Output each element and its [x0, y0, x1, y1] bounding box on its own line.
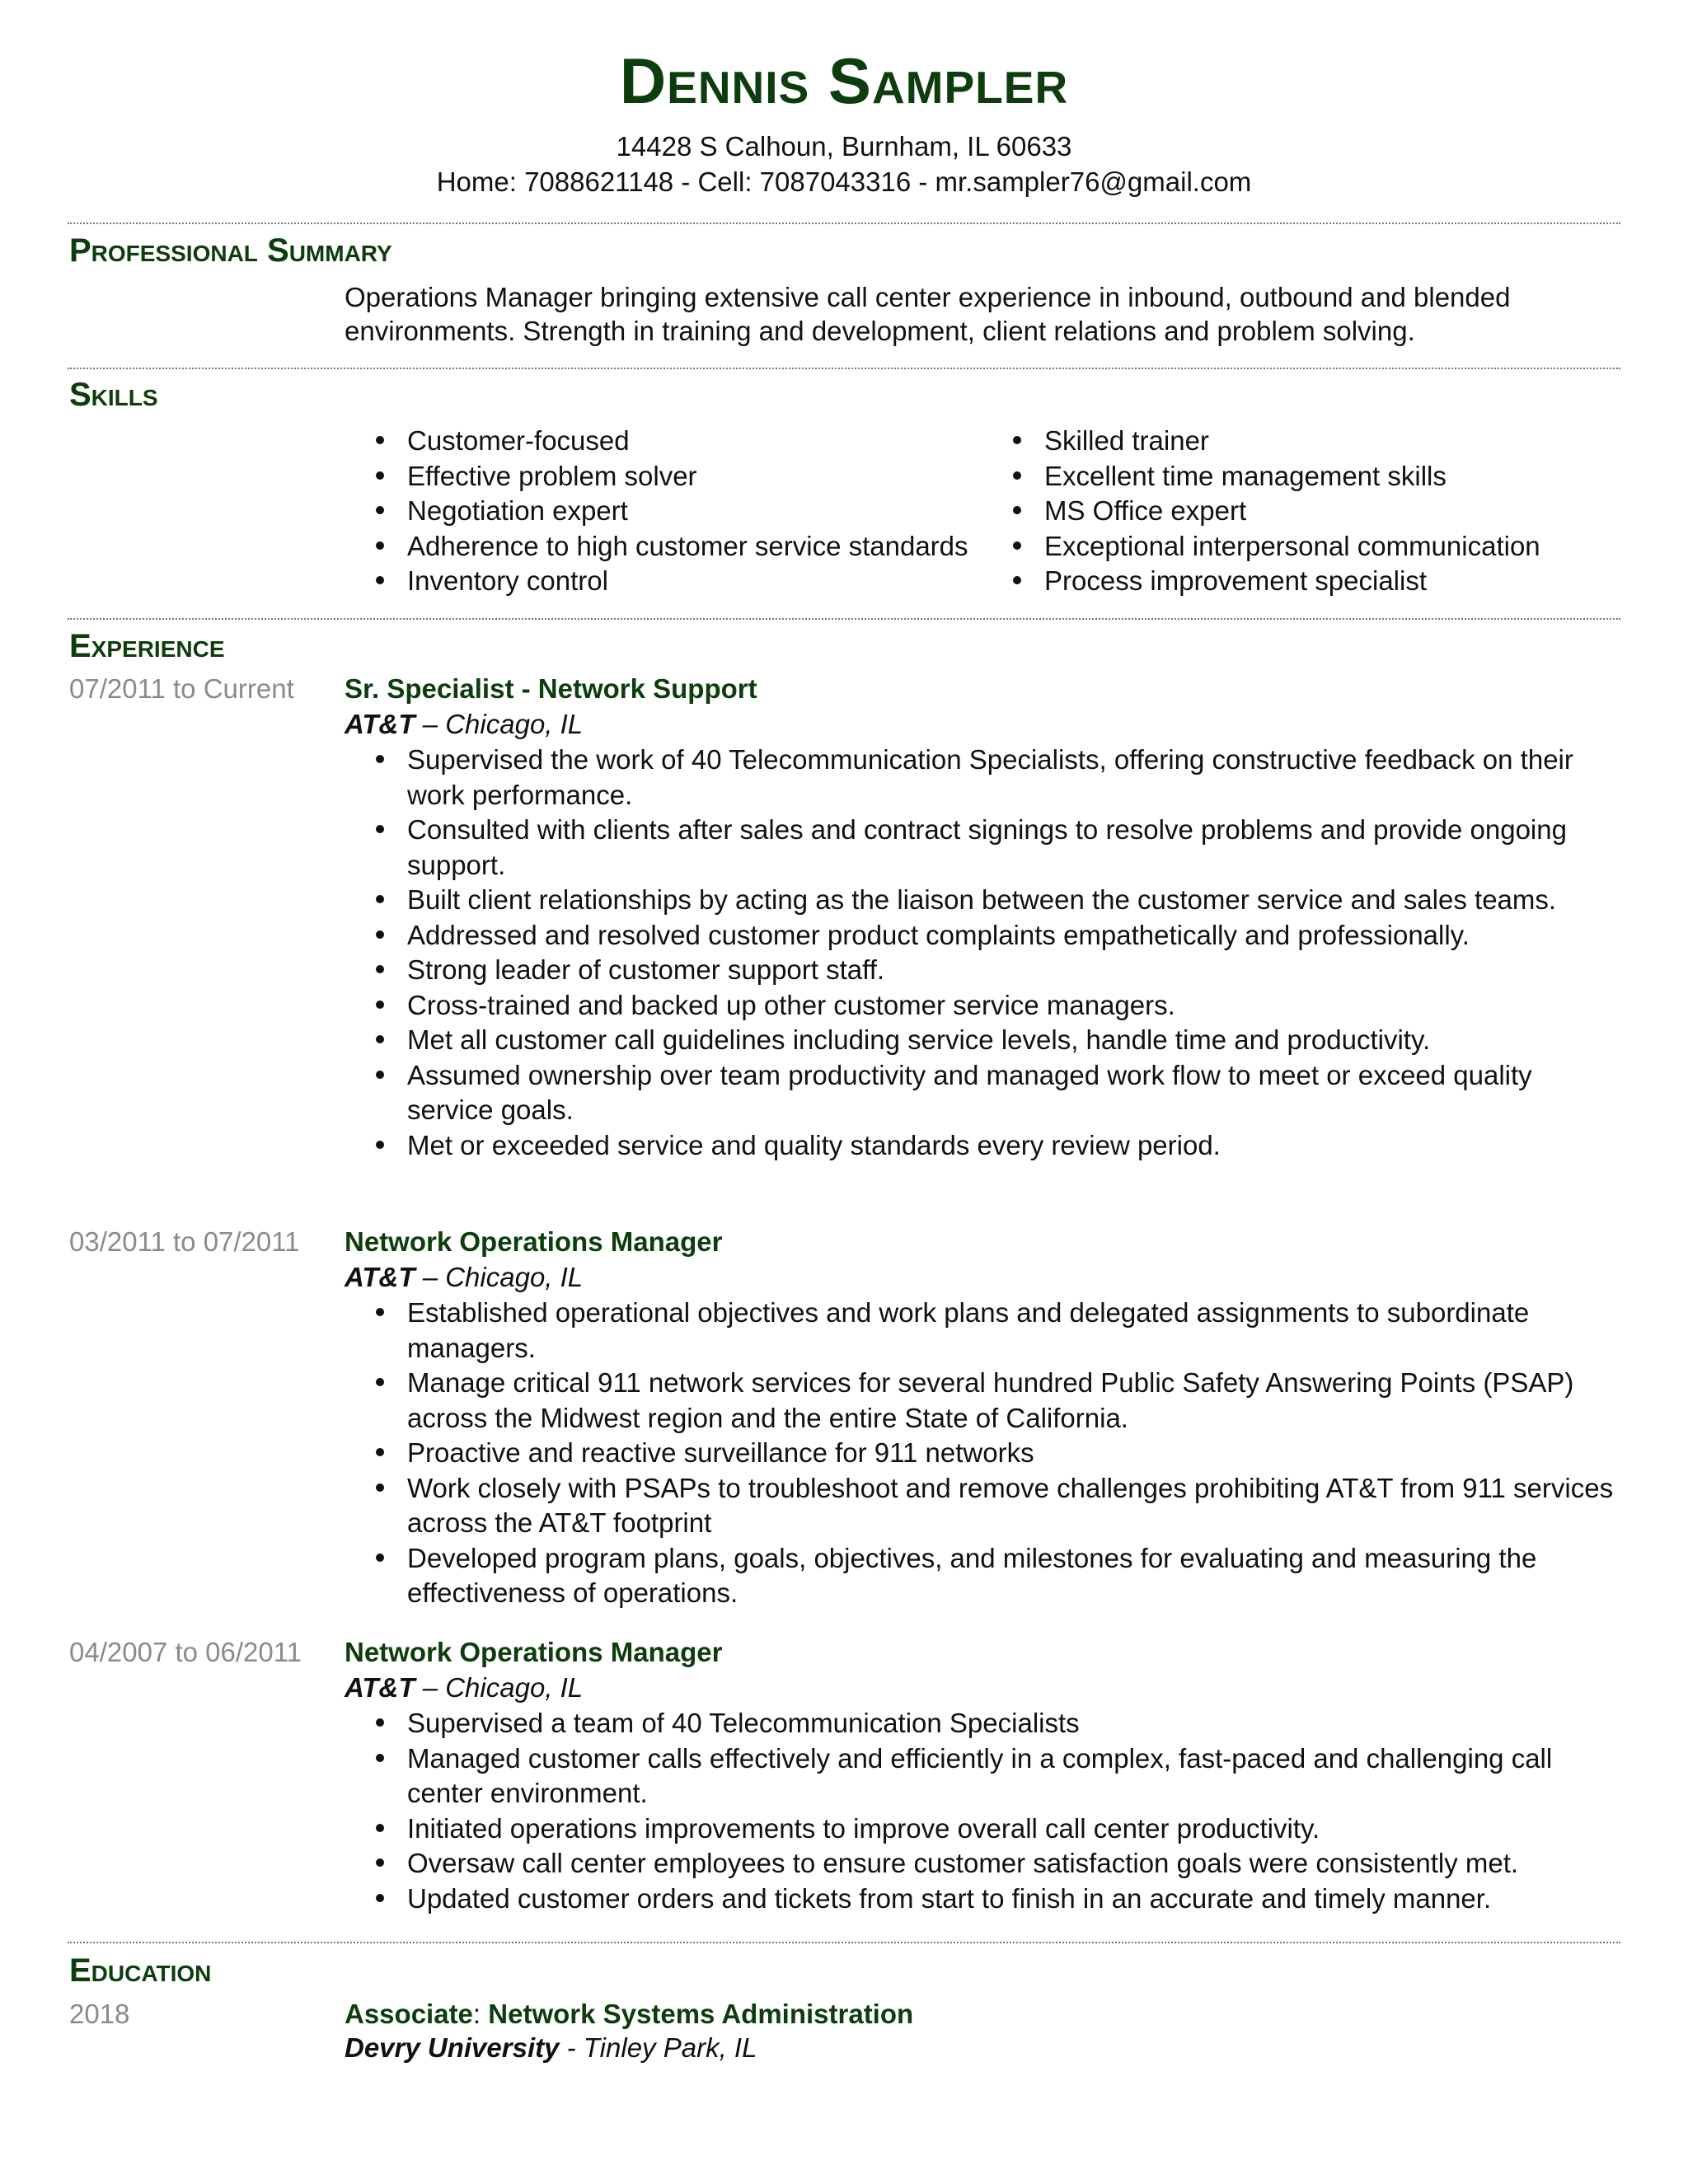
job-entry [345, 1225, 1620, 1611]
job-bullet: Consulted with clients after sales and contract signings to resolve problems and provide ongoing support. [345, 813, 1620, 883]
skills-left-column [345, 424, 968, 599]
experience-heading: Experience [69, 628, 225, 664]
summary-text: Operations Manager bringing extensive call center experience in inbound, outbound and blended environments. Strength in training and development, client relations and problem solving. [345, 282, 1511, 346]
job-entry [345, 1635, 1620, 1916]
job-employer [345, 1670, 1620, 1706]
address-line: 14428 S Calhoun, Burnham, IL 60633 [616, 131, 1072, 162]
skill-item: Negotiation expert [345, 494, 968, 529]
candidate-name: Dennis Sampler [619, 45, 1069, 117]
job-bullets [345, 1296, 1620, 1611]
school-location: - Tinley Park, IL [559, 2032, 757, 2063]
job-bullet: Met or exceeded service and quality standards every review period. [345, 1128, 1620, 1164]
job-bullet: Managed customer calls effectively and efficiently in a complex, fast-paced and challenging call center environment. [345, 1741, 1620, 1811]
skills-right-column [982, 424, 1540, 599]
contact-line: Home: 7088621148 - Cell: 7087043316 - mr.sampler76@gmail.com [436, 166, 1252, 197]
skill-item: Inventory control [345, 564, 968, 599]
job-bullet: Initiated operations improvements to improve overall call center productivity. [345, 1811, 1620, 1847]
summary-heading: Professional Summary [69, 232, 392, 269]
job-bullet: Built client relationships by acting as the liaison between the customer service and sales teams. [345, 883, 1620, 918]
resume-header [0, 43, 1688, 199]
company-name: AT&T [345, 709, 415, 739]
job-location: – Chicago, IL [415, 709, 584, 739]
job-title: Sr. Specialist - Network Support [345, 673, 757, 704]
education-entry [345, 1997, 1620, 2064]
job-entry [345, 672, 1620, 1163]
job-bullet: Addressed and resolved customer product complaints empathetically and professionally. [345, 918, 1620, 954]
skills-list [345, 424, 1620, 605]
job-employer [345, 1259, 1620, 1296]
section-divider [68, 368, 1620, 369]
skill-item: MS Office expert [982, 494, 1540, 529]
job-title: Network Operations Manager [345, 1226, 723, 1257]
job-title: Network Operations Manager [345, 1637, 723, 1667]
education-school-line [345, 2032, 1620, 2064]
job-bullet: Oversaw call center employees to ensure customer satisfaction goals were consistently met. [345, 1846, 1620, 1882]
job-bullet: Proactive and reactive surveillance for 911 networks [345, 1436, 1620, 1471]
skills-heading: Skills [69, 377, 158, 413]
job-bullets [345, 1706, 1620, 1916]
section-divider [68, 1942, 1620, 1943]
skill-item: Excellent time management skills [982, 459, 1540, 494]
skill-item: Process improvement specialist [982, 564, 1540, 599]
job-bullet: Strong leader of customer support staff. [345, 953, 1620, 988]
education-heading: Education [69, 1952, 212, 1989]
job-dates: 07/2011 to Current [69, 673, 294, 704]
company-name: AT&T [345, 1262, 415, 1292]
job-bullet: Supervised the work of 40 Telecommunication Specialists, offering constructive feedback on their work performance. [345, 743, 1620, 813]
degree-name: Associate [345, 1999, 473, 2029]
job-bullet: Work closely with PSAPs to troubleshoot and remove challenges prohibiting AT&T from 911 services across the AT&T footprint [345, 1471, 1620, 1541]
skill-item: Adherence to high customer service standards [345, 529, 968, 565]
job-bullet: Manage critical 911 network services for several hundred Public Safety Answering Points (PSAP) across the Midwest region and the entire State of California. [345, 1366, 1620, 1436]
job-dates: 03/2011 to 07/2011 [69, 1226, 300, 1257]
education-degree-line [345, 1997, 1620, 2032]
job-dates: 04/2007 to 06/2011 [69, 1637, 302, 1667]
job-bullet: Developed program plans, goals, objectives, and milestones for evaluating and measuring the effectiveness of operations. [345, 1541, 1620, 1611]
section-divider [68, 223, 1620, 224]
job-bullet: Established operational objectives and work plans and delegated assignments to subordinate managers. [345, 1296, 1620, 1366]
section-divider [68, 618, 1620, 620]
skill-item: Customer-focused [345, 424, 968, 459]
job-bullets [345, 743, 1620, 1163]
job-location: – Chicago, IL [415, 1672, 584, 1703]
skill-item: Exceptional interpersonal communication [982, 529, 1540, 565]
job-location: – Chicago, IL [415, 1262, 584, 1292]
job-bullet: Cross-trained and backed up other customer service managers. [345, 988, 1620, 1024]
job-bullet: Met all customer call guidelines including service levels, handle time and productivity. [345, 1023, 1620, 1058]
skill-item: Effective problem solver [345, 459, 968, 494]
job-bullet: Supervised a team of 40 Telecommunication Specialists [345, 1706, 1620, 1741]
job-bullet: Assumed ownership over team productivity and managed work flow to meet or exceed quality service goals. [345, 1058, 1620, 1128]
skill-item: Skilled trainer [982, 424, 1540, 459]
degree-field: Network Systems Administration [488, 1999, 914, 2029]
education-year: 2018 [69, 1999, 130, 2029]
company-name: AT&T [345, 1672, 415, 1703]
degree-separator: : [472, 1999, 489, 2029]
job-employer [345, 706, 1620, 743]
school-name: Devry University [345, 2032, 560, 2063]
job-bullet: Updated customer orders and tickets from start to finish in an accurate and timely manner. [345, 1882, 1620, 1917]
